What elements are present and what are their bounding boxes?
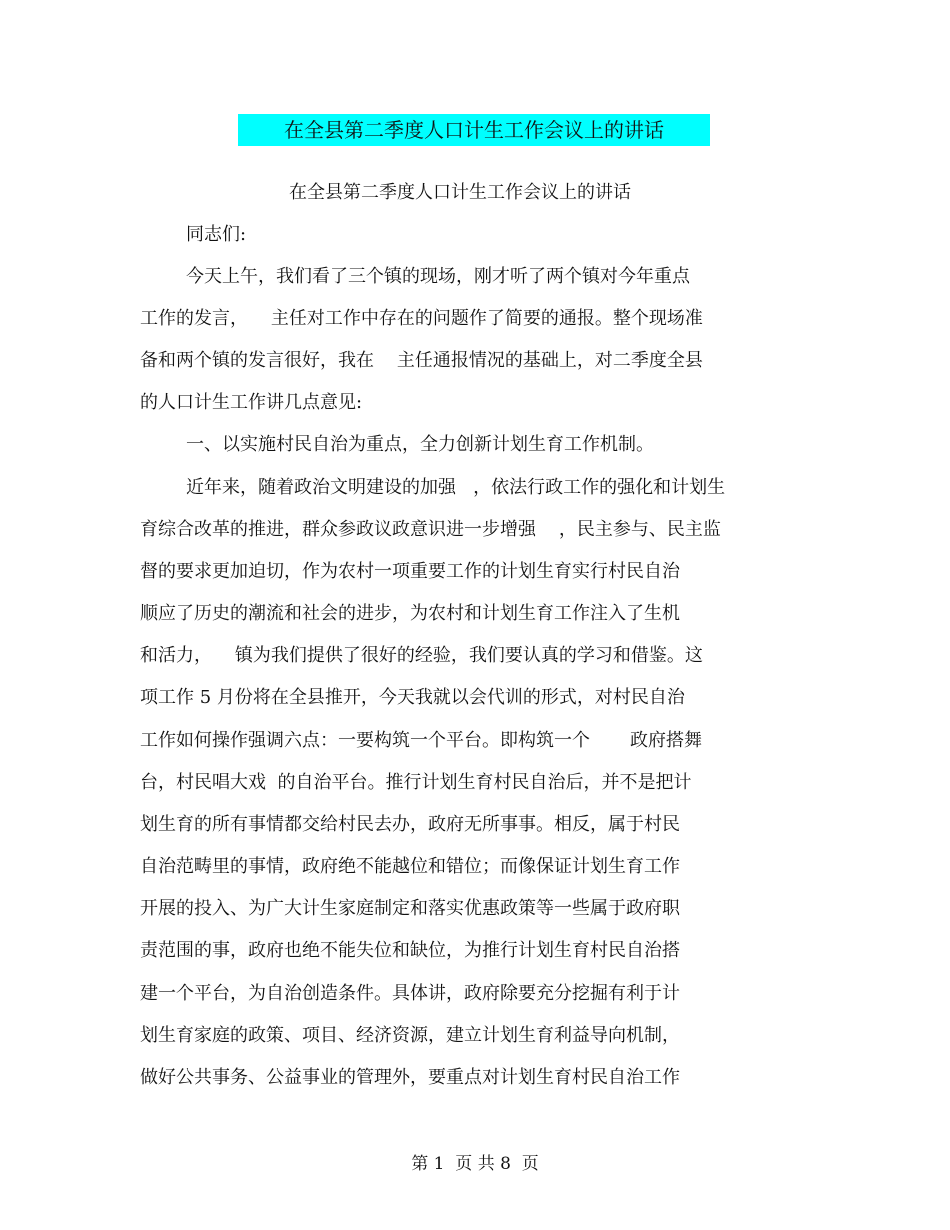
- paragraph-line: 台，村民唱大戏 的自治平台。推行计划生育村民自治后，并不是把计: [140, 772, 692, 793]
- paragraph-line: 近年来，随着政治文明建设的加强 ，依法行政工作的强化和计划生: [186, 477, 726, 498]
- paragraph-line: 工作如何操作强调六点：一要构筑一个平台。即构筑一个 政府搭舞: [140, 730, 703, 751]
- paragraph-line: 和活力， 镇为我们提供了很好的经验，我们要认真的学习和借鉴。这: [140, 645, 703, 666]
- paragraph-line: 的人口计生工作讲几点意见:: [140, 392, 363, 413]
- greeting-line: 同志们:: [186, 224, 247, 245]
- paragraph-line: 顺应了历史的潮流和社会的进步，为农村和计划生育工作注入了生机: [140, 603, 680, 624]
- paragraph-line: 育综合改革的推进，群众参政议政意识进一步增强 ，民主参与、民主监: [140, 519, 721, 540]
- paragraph-line: 划生育的所有事情都交给村民去办，政府无所事事。相反，属于村民: [140, 814, 680, 835]
- page-number-footer: 第 1 页 共 8 页: [411, 1154, 539, 1174]
- paragraph-line: 开展的投入、为广大计生家庭制定和落实优惠政策等一些属于政府职: [140, 898, 680, 919]
- paragraph-line: 今天上午，我们看了三个镇的现场，刚才听了两个镇对今年重点: [186, 266, 690, 287]
- paragraph-line: 建一个平台，为自治创造条件。具体讲，政府除要充分挖掘有利于计: [140, 983, 680, 1004]
- paragraph-line: 工作的发言， 主任对工作中存在的问题作了简要的通报。整个现场准: [140, 308, 703, 329]
- paragraph-line: 备和两个镇的发言很好，我在 主任通报情况的基础上，对二季度全县: [140, 350, 703, 371]
- paragraph-line: 督的要求更加迫切，作为农村一项重要工作的计划生育实行村民自治: [140, 561, 680, 582]
- section-heading: 一、以实施村民自治为重点，全力创新计划生育工作机制。: [186, 434, 654, 455]
- paragraph-line: 责范围的事，政府也绝不能失位和缺位，为推行计划生育村民自治搭: [140, 940, 680, 961]
- highlighted-document-title: 在全县第二季度人口计生工作会议上的讲话: [238, 114, 710, 146]
- paragraph-line: 项工作 5 月份将在全县推开，今天我就以会代训的形式，对村民自治: [140, 687, 685, 708]
- paragraph-line: 自治范畴里的事情，政府绝不能越位和错位；而像保证计划生育工作: [140, 856, 680, 877]
- speech-title: 在全县第二季度人口计生工作会议上的讲话: [289, 182, 631, 203]
- paragraph-line: 做好公共事务、公益事业的管理外，要重点对计划生育村民自治工作: [140, 1067, 680, 1088]
- paragraph-line: 划生育家庭的政策、项目、经济资源，建立计划生育利益导向机制，: [140, 1025, 680, 1046]
